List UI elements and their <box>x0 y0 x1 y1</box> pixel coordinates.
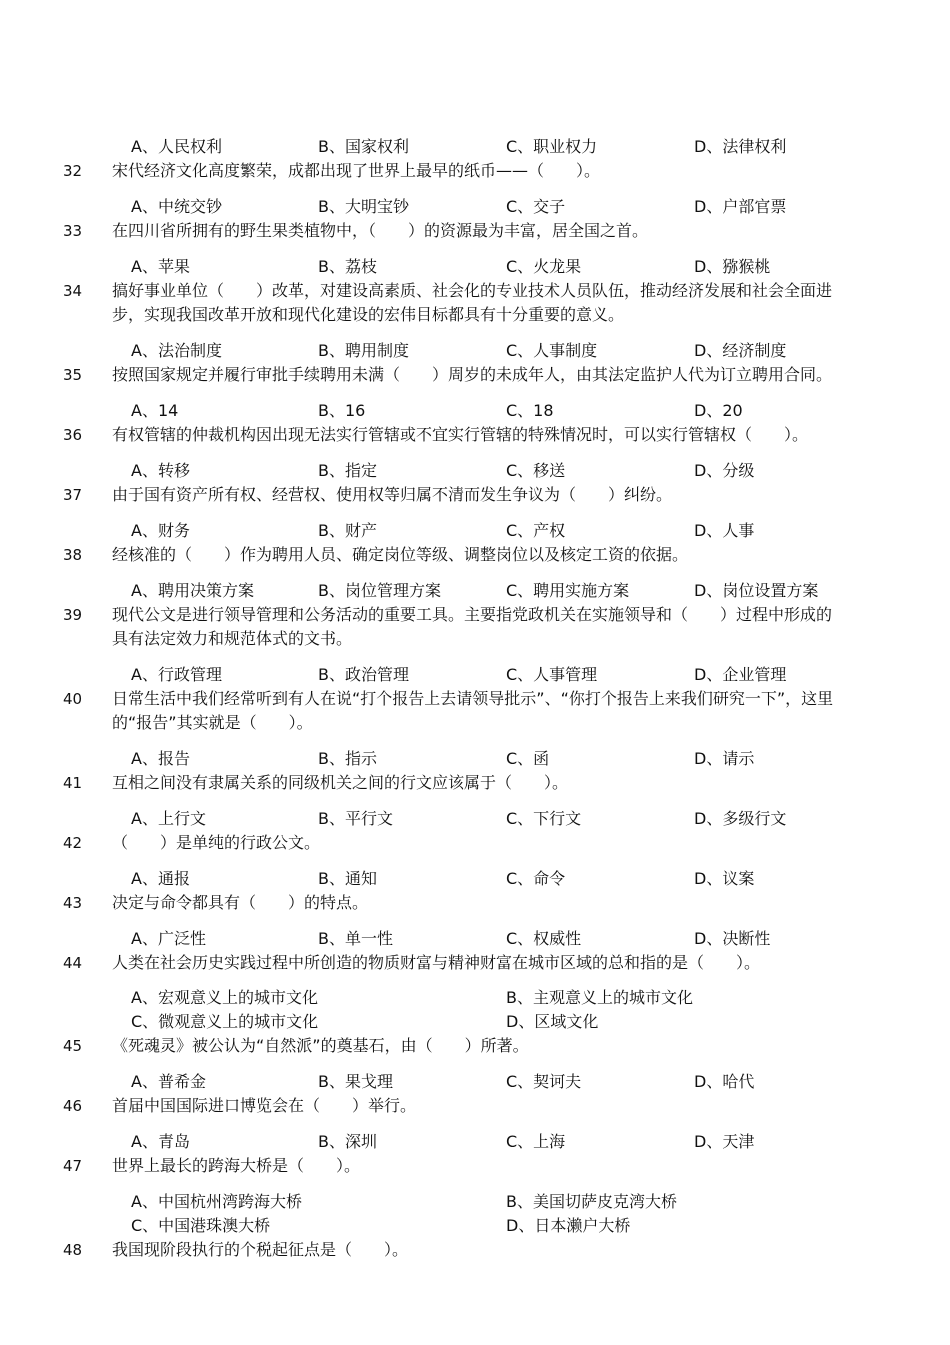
question-stem: 世界上最长的跨海大桥是（ ）。 <box>112 1156 361 1175</box>
option-d: D、议案 <box>694 869 755 888</box>
option-d: D、区域文化 <box>506 1012 599 1031</box>
question-number: 44 <box>63 954 83 972</box>
question-number: 39 <box>63 606 83 624</box>
option-b: B、政治管理 <box>318 665 409 684</box>
option-a: A、中国杭州湾跨海大桥 <box>131 1192 302 1211</box>
question-number: 48 <box>63 1241 83 1259</box>
option-a: A、报告 <box>131 749 190 768</box>
option-c: C、职业权力 <box>506 137 598 156</box>
option-b: B、岗位管理方案 <box>318 581 441 600</box>
question-stem: （ ）是单纯的行政公文。 <box>112 833 321 852</box>
option-d: D、请示 <box>694 749 755 768</box>
option-a: A、人民权利 <box>131 137 222 156</box>
option-a: A、聘用决策方案 <box>131 581 254 600</box>
question-number: 32 <box>63 162 83 180</box>
option-b: B、财产 <box>318 521 377 540</box>
question-stem-cont: 步，实现我国改革开放和现代化建设的宏伟目标都具有十分重要的意义。 <box>112 305 625 324</box>
question-number: 35 <box>63 366 83 384</box>
option-a: A、广泛性 <box>131 929 206 948</box>
option-a: A、宏观意义上的城市文化 <box>131 988 318 1007</box>
question-stem: 日常生活中我们经常听到有人在说“打个报告上去请领导批示”、“你打个报告上来我们研究一下”，这里 <box>112 689 834 708</box>
option-d: D、经济制度 <box>694 341 787 360</box>
option-d: D、法律权利 <box>694 137 787 156</box>
option-c: C、权威性 <box>506 929 582 948</box>
option-c: C、函 <box>506 749 550 768</box>
option-c: C、移送 <box>506 461 566 480</box>
option-a: A、中统交钞 <box>131 197 222 216</box>
option-a: A、通报 <box>131 869 190 888</box>
option-c: C、契诃夫 <box>506 1072 582 1091</box>
option-c: C、18 <box>506 401 554 420</box>
option-c: C、聘用实施方案 <box>506 581 630 600</box>
question-stem: 人类在社会历史实践过程中所创造的物质财富与精神财富在城市区域的总和指的是（ ）。 <box>112 953 761 972</box>
option-b: B、荔枝 <box>318 257 377 276</box>
option-a: A、法治制度 <box>131 341 222 360</box>
option-d: D、多级行文 <box>694 809 787 828</box>
option-d: D、分级 <box>694 461 755 480</box>
option-d: D、企业管理 <box>694 665 787 684</box>
question-number: 38 <box>63 546 83 564</box>
question-stem-cont: 的“报告”其实就是（ ）。 <box>112 713 313 732</box>
option-c: C、中国港珠澳大桥 <box>131 1216 271 1235</box>
option-a: A、青岛 <box>131 1132 190 1151</box>
question-stem: 首届中国国际进口博览会在（ ）举行。 <box>112 1096 417 1115</box>
question-number: 42 <box>63 834 83 852</box>
option-b: B、美国切萨皮克湾大桥 <box>506 1192 677 1211</box>
option-c: C、产权 <box>506 521 566 540</box>
option-a: A、苹果 <box>131 257 190 276</box>
question-stem: 由于国有资产所有权、经营权、使用权等归属不清而发生争议为（ ）纠纷。 <box>112 485 673 504</box>
question-stem: 《死魂灵》被公认为“自然派”的奠基石，由（ ）所著。 <box>112 1036 529 1055</box>
question-number: 34 <box>63 282 83 300</box>
question-stem: 按照国家规定并履行审批手续聘用未满（ ）周岁的未成年人，由其法定监护人代为订立聘用合同。 <box>112 365 833 384</box>
option-b: B、通知 <box>318 869 377 888</box>
option-b: B、指定 <box>318 461 377 480</box>
option-b: B、单一性 <box>318 929 393 948</box>
question-number: 41 <box>63 774 83 792</box>
option-c: C、火龙果 <box>506 257 582 276</box>
option-c: C、人事管理 <box>506 665 598 684</box>
option-c: C、交子 <box>506 197 566 216</box>
option-b: B、果戈理 <box>318 1072 393 1091</box>
question-stem: 宋代经济文化高度繁荣，成都出现了世界上最早的纸币——（ ）。 <box>112 161 601 180</box>
option-d: D、日本濑户大桥 <box>506 1216 631 1235</box>
option-b: B、深圳 <box>318 1132 377 1151</box>
option-b: B、指示 <box>318 749 377 768</box>
option-c: C、命令 <box>506 869 566 888</box>
option-d: D、户部官票 <box>694 197 787 216</box>
option-b: B、平行文 <box>318 809 393 828</box>
question-number: 40 <box>63 690 83 708</box>
option-a: A、上行文 <box>131 809 206 828</box>
option-a: A、行政管理 <box>131 665 222 684</box>
question-number: 37 <box>63 486 83 504</box>
question-number: 47 <box>63 1157 83 1175</box>
option-d: D、20 <box>694 401 743 420</box>
question-stem: 有权管辖的仲裁机构因出现无法实行管辖或不宜实行管辖的特殊情况时，可以实行管辖权（ ）。 <box>112 425 809 444</box>
question-number: 36 <box>63 426 83 444</box>
option-d: D、决断性 <box>694 929 771 948</box>
question-stem: 现代公文是进行领导管理和公务活动的重要工具。主要指党政机关在实施领导和（ ）过程中形成的 <box>112 605 833 624</box>
option-d: D、哈代 <box>694 1072 755 1091</box>
option-b: B、聘用制度 <box>318 341 409 360</box>
question-number: 46 <box>63 1097 83 1115</box>
option-d: D、天津 <box>694 1132 755 1151</box>
option-b: B、大明宝钞 <box>318 197 409 216</box>
option-d: D、猕猴桃 <box>694 257 771 276</box>
option-c: C、人事制度 <box>506 341 598 360</box>
question-stem: 决定与命令都具有（ ）的特点。 <box>112 893 369 912</box>
question-stem: 经核准的（ ）作为聘用人员、确定岗位等级、调整岗位以及核定工资的依据。 <box>112 545 689 564</box>
option-d: D、人事 <box>694 521 755 540</box>
option-b: B、主观意义上的城市文化 <box>506 988 693 1007</box>
question-stem: 互相之间没有隶属关系的同级机关之间的行文应该属于（ ）。 <box>112 773 569 792</box>
question-number: 43 <box>63 894 83 912</box>
question-number: 33 <box>63 222 83 240</box>
question-number: 45 <box>63 1037 83 1055</box>
question-stem: 在四川省所拥有的野生果类植物中，（ ）的资源最为丰富，居全国之首。 <box>112 221 649 240</box>
question-stem-cont: 具有法定效力和规范体式的文书。 <box>112 629 353 648</box>
question-stem: 搞好事业单位（ ）改革，对建设高素质、社会化的专业技术人员队伍，推动经济发展和社会全面进 <box>112 281 833 300</box>
option-a: A、普希金 <box>131 1072 206 1091</box>
question-stem: 我国现阶段执行的个税起征点是（ ）。 <box>112 1240 409 1259</box>
option-c: C、下行文 <box>506 809 582 828</box>
option-b: B、16 <box>318 401 366 420</box>
option-c: C、上海 <box>506 1132 566 1151</box>
option-a: A、14 <box>131 401 179 420</box>
option-a: A、财务 <box>131 521 190 540</box>
option-d: D、岗位设置方案 <box>694 581 819 600</box>
option-c: C、微观意义上的城市文化 <box>131 1012 319 1031</box>
option-b: B、国家权利 <box>318 137 409 156</box>
option-a: A、转移 <box>131 461 190 480</box>
